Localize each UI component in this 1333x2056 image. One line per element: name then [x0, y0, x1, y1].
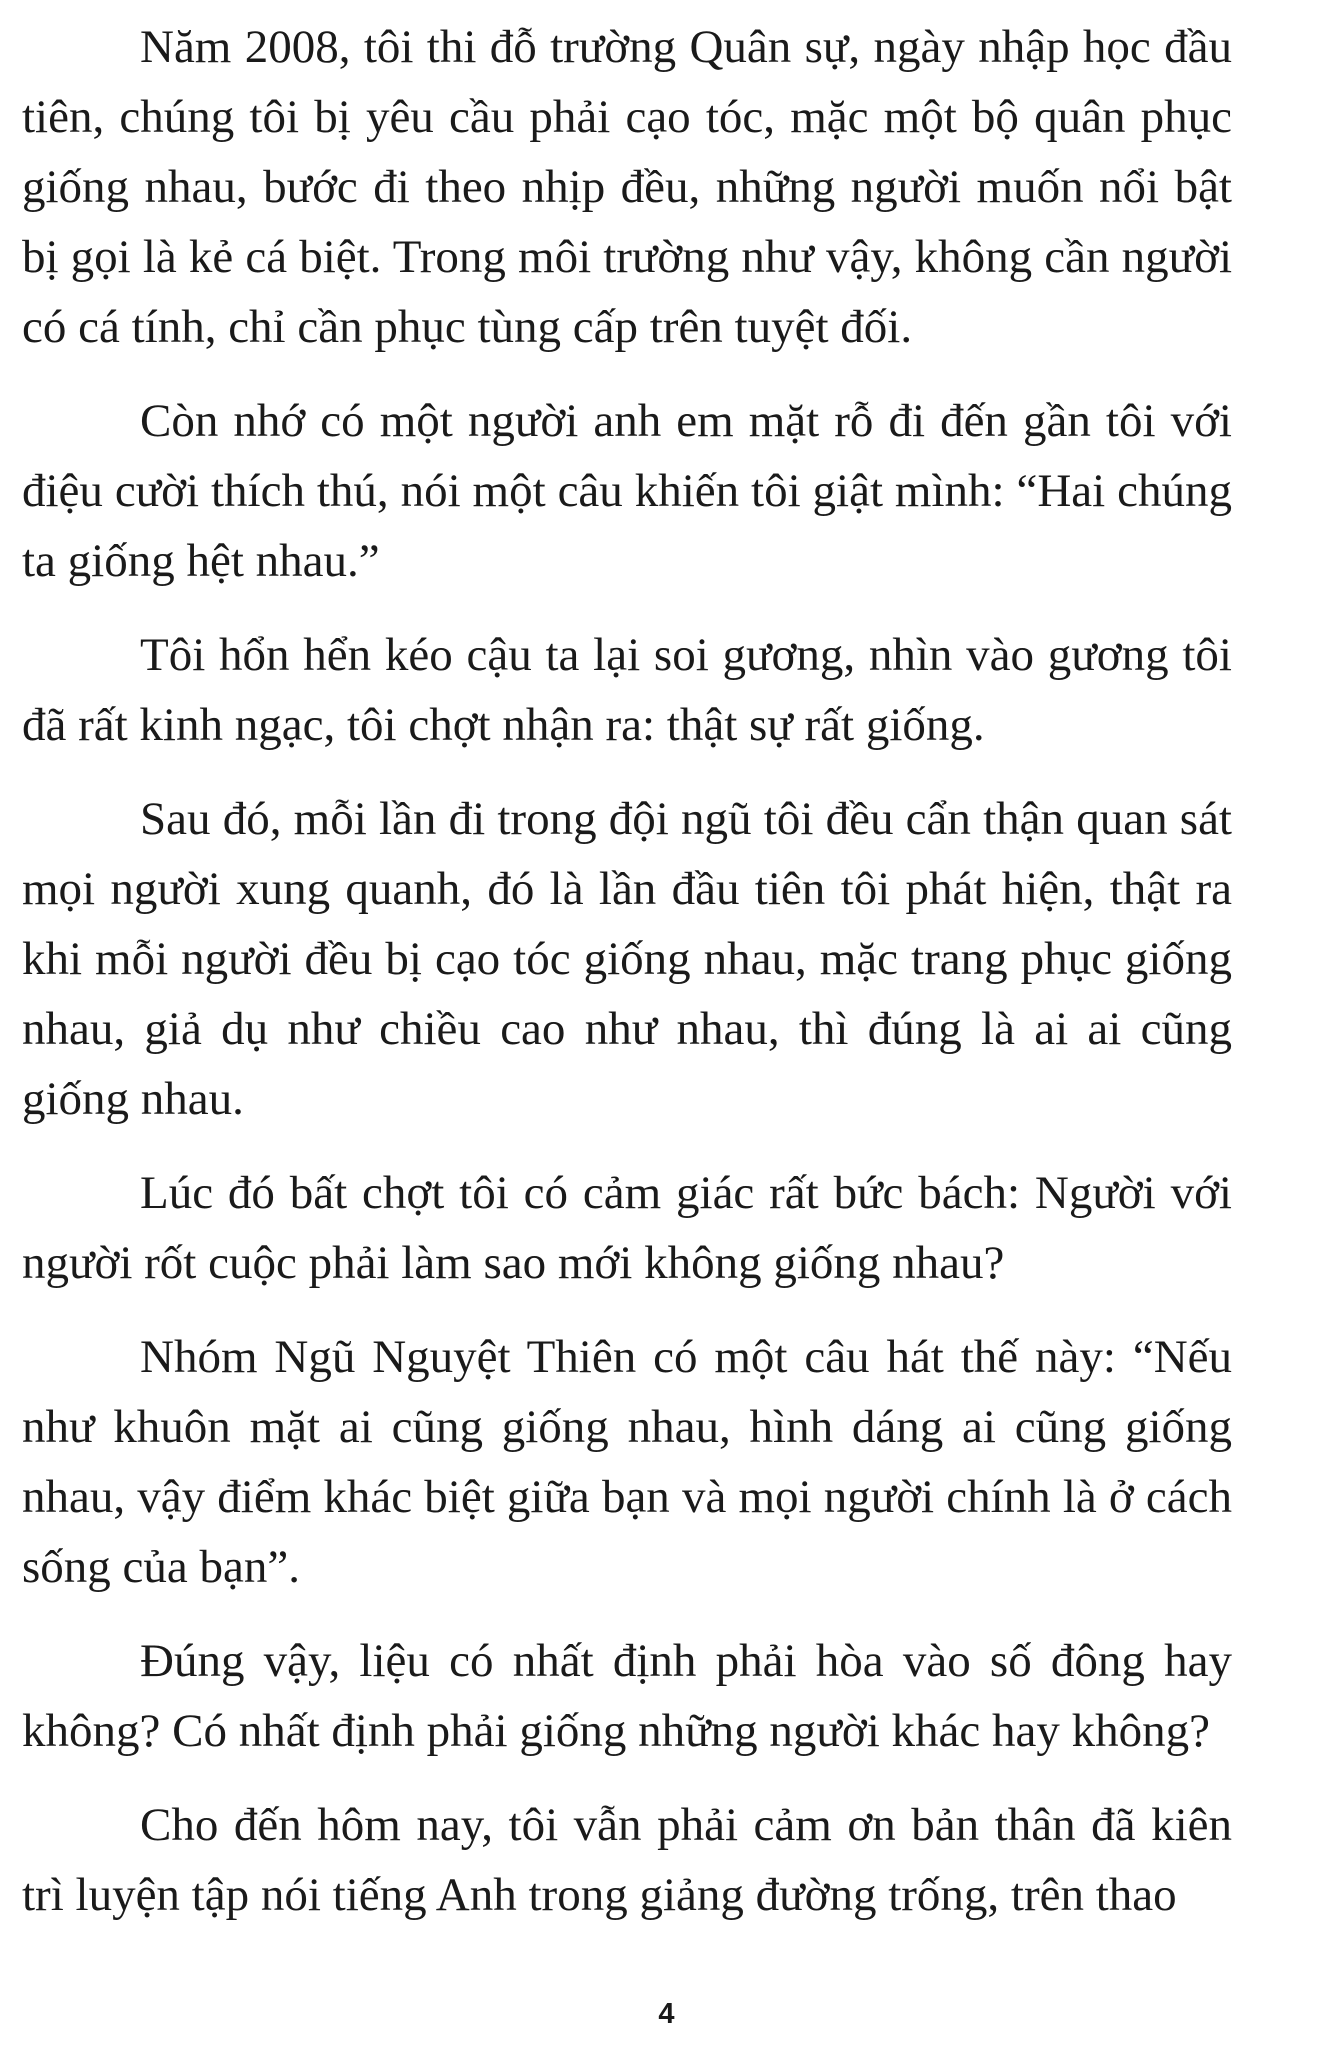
paragraph-1: Năm 2008, tôi thi đỗ trường Quân sự, ngày nhập học đầu tiên, chúng tôi bị yêu cầu phải cạo tóc, mặc một bộ quân phục giống nhau, bước đi theo nhịp đều, những người muốn nổi bật bị gọi là kẻ cá biệt. Trong môi trường như vậy, không cần người có cá tính, chỉ cần phục tùng cấp trên tuyệt đối. — [22, 21, 1232, 353]
paragraph-4: Sau đó, mỗi lần đi trong đội ngũ tôi đều cẩn thận quan sát mọi người xung quanh, đó là lần đầu tiên tôi phát hiện, thật ra khi mỗi người đều bị cạo tóc giống nhau, mặc trang phục giống nhau, giả dụ như chiều cao như nhau, thì đúng là ai ai cũng giống nhau. — [22, 793, 1232, 1125]
paragraph-8: Cho đến hôm nay, tôi vẫn phải cảm ơn bản thân đã kiên trì luyện tập nói tiếng Anh trong giảng đường trống, trên thao — [22, 1799, 1232, 1921]
body-text — [22, 12, 1232, 1954]
paragraph-5: Lúc đó bất chợt tôi có cảm giác rất bức bách: Người với người rốt cuộc phải làm sao mới không giống nhau? — [22, 1167, 1232, 1289]
paragraph-3: Tôi hổn hển kéo cậu ta lại soi gương, nhìn vào gương tôi đã rất kinh ngạc, tôi chợt nhận ra: thật sự rất giống. — [22, 629, 1232, 751]
page-number: 4 — [658, 1998, 675, 2030]
paragraph-6: Nhóm Ngũ Nguyệt Thiên có một câu hát thế này: “Nếu như khuôn mặt ai cũng giống nhau, hình dáng ai cũng giống nhau, vậy điểm khác biệt giữa bạn và mọi người chính là ở cách sống của bạn”. — [22, 1331, 1232, 1593]
paragraph-2: Còn nhớ có một người anh em mặt rỗ đi đến gần tôi với điệu cười thích thú, nói một câu khiến tôi giật mình: “Hai chúng ta giống hệt nhau.” — [22, 395, 1232, 587]
paragraph-7: Đúng vậy, liệu có nhất định phải hòa vào số đông hay không? Có nhất định phải giống những người khác hay không? — [22, 1635, 1232, 1757]
